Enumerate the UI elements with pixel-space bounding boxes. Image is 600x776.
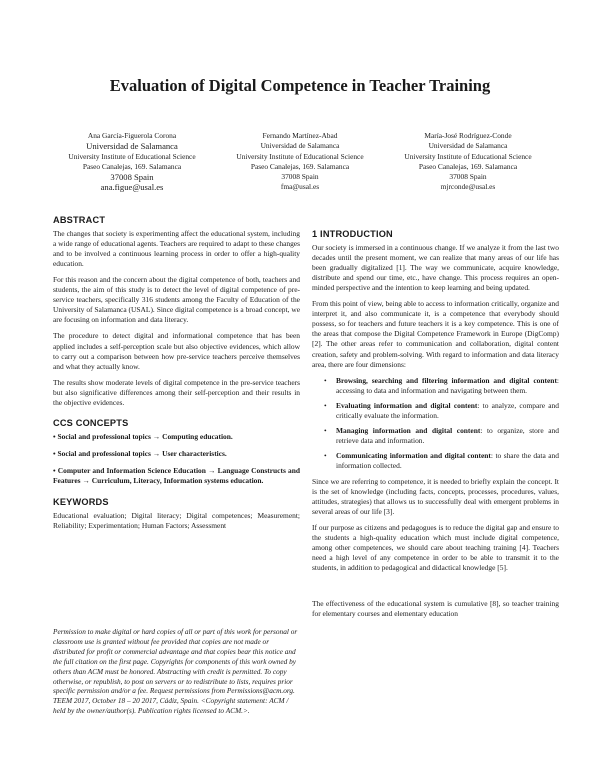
right-column: [312, 229, 559, 626]
abstract-paragraph: For this reason and the concern about the digital competence of both, teachers and students, the aim of this study is to detect the level of digital competence of pre-service teachers, specifically 316 students among the Faculty of Education of the University of Salamanca (USAL). Since digital competence is a broad concept, we are focusing on information and data literacy.: [53, 275, 300, 325]
author-name: María-José Rodríguez-Conde: [424, 131, 512, 140]
author-email: ana.figue@usal.es: [100, 182, 164, 193]
author-institution: Universidad de Salamanca: [86, 141, 178, 152]
keywords-heading: KEYWORDS: [53, 497, 109, 508]
author-name: Fernando Martínez-Abad: [262, 131, 338, 140]
list-item-term: Browsing, searching and filtering information and digital content: [336, 375, 557, 385]
author-dept: University Institute of Educational Science: [236, 151, 364, 161]
list-item: [336, 426, 559, 446]
abstract-paragraph: The procedure to detect digital and informational competence that has been applied includes a self-perception scale but also objective evidences, which allow to carry out a comparison between how pre-service teachers perceive themselves and what they actually know.: [53, 331, 300, 371]
abstract-heading: ABSTRACT: [53, 215, 106, 225]
author-institution: Universidad de Salamanca: [428, 141, 508, 151]
author-city: 37008 Spain: [110, 172, 154, 183]
introduction-heading: 1 INTRODUCTION: [312, 229, 393, 239]
list-item-text: : to organize, store and retrieve data and information.: [336, 425, 559, 445]
list-item-text: : to analyze, compare and critically evaluate the information.: [336, 400, 559, 420]
list-item-text: : to share the data and information collected.: [336, 450, 559, 470]
author-dept: University Institute of Educational Science: [404, 151, 532, 161]
abstract-paragraph: The results show moderate levels of digital competence in the pre-service teachers but also significative differences among their self-perception and their results in the objective evidences.: [53, 377, 300, 407]
intro-paragraph: Our society is immersed in a continuous change. If we analyze it from the last two decades until the present moment, we can realize that many areas of our life has been gradually digitalized [1]. The way we communicate, acquire knowledge, distribute and spend our time, etc., have change. This process requires an open-minded perspective and the intention to keep learning and being updated.: [312, 243, 559, 293]
list-item: [336, 401, 559, 421]
author-name: Ana García-Figuerola Corona: [87, 131, 177, 140]
left-column: [53, 215, 300, 537]
ccs-item: • Social and professional topics → Computing education.: [53, 431, 233, 441]
author-email: fma@usal.es: [280, 182, 320, 192]
keywords-text: Educational evaluation; Digital literacy; Digital competences; Measurement; Reliability; Experimentation; Human Factors; Assessment: [53, 511, 300, 531]
list-item-term: Evaluating information and digital content: [336, 400, 478, 410]
list-item: [336, 376, 559, 396]
author-block-3: [380, 131, 556, 193]
ccs-item: • Social and professional topics → User characteristics.: [53, 448, 227, 458]
permission-notice: Permission to make digital or hard copies of all or part of this work for personal or classroom use is granted without fee provided that copies are not made or distributed for profit or commercial advantage and that copies bear this notice and the full citation on the first page. Copyrights for components of this work owned by others than ACM must be honored. Abstracting with credit is permitted. To copy otherwise, or republish, to post on servers or to redistribute to lists, requires prior specific permission and/or a fee. Request permissions from Permissions@acm.org.: [53, 627, 298, 696]
intro-paragraph: From this point of view, being able to access to information critically, organize and interpret it, and also communicate it, is a competence that everybody should possess, so for teachers and future teachers it is a key competence. This is one of the areas that compose the Digital Competence Framework in Europe (DigComp) [2]. The other areas refer to communication and collaboration, digital content creation, safety and problem-solving. With regard to information and data literacy area, there are four dimensions:: [312, 299, 559, 369]
author-institution: Universidad de Salamanca: [260, 141, 340, 151]
author-address: Paseo Canalejas, 169. Salamanca: [418, 161, 518, 171]
intro-paragraph: Since we are referring to competence, it is needed to briefly explain the concept. It is the set of knowledge (including facts, concepts, processes, procedures, values, attitudes, strategies) that allows us to successfully deal with emergent problems in several areas of our life [3].: [312, 476, 559, 517]
conference-notice: TEEM 2017, October 18 – 20 2017, Cádiz, Spain. <Copyright statement: ACM / held by the owner/author(s). Publication rights licensed to ACM.>.: [53, 696, 289, 716]
author-block-1: [44, 131, 220, 193]
author-email: mjrconde@usal.es: [440, 182, 496, 192]
dimension-list: [312, 376, 559, 471]
ccs-item: • Computer and Information Science Education → Language Constructs and Features → Curriculum, Literacy, Information systems education.: [53, 465, 300, 485]
list-item-text: : accessing to data and information and navigating between them.: [336, 375, 559, 395]
paper-title: Evaluation of Digital Competence in Teacher Training: [109, 76, 491, 95]
author-address: Paseo Canalejas, 169. Salamanca: [250, 161, 350, 171]
author-city: 37008 Spain: [449, 172, 487, 182]
copyright-block: [53, 627, 300, 716]
author-address: Paseo Canalejas, 169. Salamanca: [82, 161, 182, 171]
author-block-2: [212, 131, 388, 193]
list-item-term: Communicating information and digital content: [336, 450, 491, 460]
author-dept: University Institute of Educational Science: [68, 151, 196, 161]
list-item: [336, 451, 559, 471]
abstract-paragraph: The changes that society is experimenting affect the educational system, including a wide range of educational agents. Teachers are required to adapt to these changes and to be involved a continuous learning process in order to offer a high-quality education.: [53, 229, 300, 269]
intro-paragraph: The effectiveness of the educational system is cumulative [8], so teacher training for elementary courses and elementary education: [312, 599, 559, 619]
list-item-term: Managing information and digital content: [336, 425, 481, 435]
intro-paragraph: If our purpose as citizens and pedagogues is to reduce the digital gap and ensure to the students a high-quality education which must include digital competence, among other competences, we should care about teaching training [4]. Teachers need a high level of any competence in order to be able to transmit it to the students, in addition to pedagogical and didactical knowledge [5].: [312, 523, 559, 573]
ccs-heading: CCS CONCEPTS: [53, 417, 129, 428]
author-city: 37008 Spain: [281, 172, 319, 182]
